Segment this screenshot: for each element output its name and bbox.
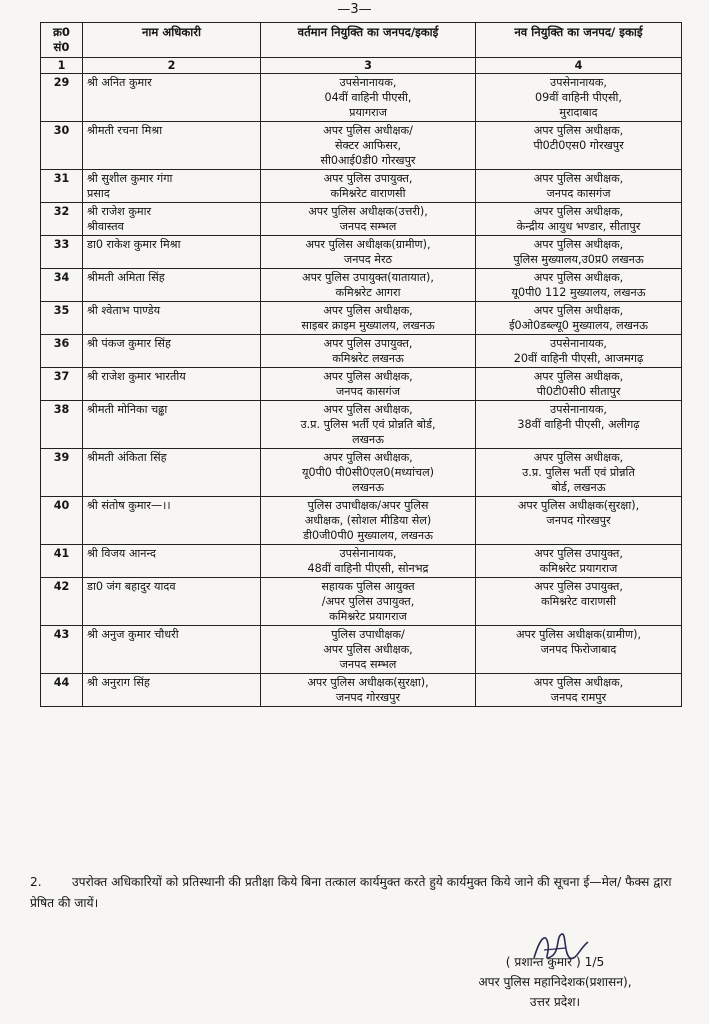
table-row xyxy=(41,368,682,401)
table-row xyxy=(41,122,682,170)
new-posting-cell: उपसेनानायक, 09वीं वाहिनी पीएसी, मुरादाबाद xyxy=(476,74,682,122)
officer-name-cell: श्री पंकज कुमार सिंह xyxy=(83,335,261,368)
column-index: 2 xyxy=(83,58,261,74)
handwritten-signature xyxy=(526,928,596,968)
serial-number-cell: 35 xyxy=(41,302,83,335)
table-body xyxy=(41,74,682,707)
serial-number-cell: 41 xyxy=(41,545,83,578)
current-posting-cell: पुलिस उपाधीक्षक/ अपर पुलिस अधीक्षक, जनपद सम्भल xyxy=(261,626,476,674)
officer-name-cell: श्री संतोष कुमार—।। xyxy=(83,497,261,545)
table-row xyxy=(41,626,682,674)
table-row xyxy=(41,545,682,578)
current-posting-cell: उपसेनानायक, 04वीं वाहिनी पीएसी, प्रयागराज xyxy=(261,74,476,122)
new-posting-cell: अपर पुलिस अधीक्षक, जनपद कासगंज xyxy=(476,170,682,203)
table-header-row xyxy=(41,23,682,58)
current-posting-cell: सहायक पुलिस आयुक्त /अपर पुलिस उपायुक्त, कमिश्नरेट प्रयागराज xyxy=(261,578,476,626)
serial-number-cell: 33 xyxy=(41,236,83,269)
new-posting-cell: अपर पुलिस उपायुक्त, कमिश्नरेट प्रयागराज xyxy=(476,545,682,578)
table-row xyxy=(41,674,682,707)
column-index: 4 xyxy=(476,58,682,74)
current-posting-cell: अपर पुलिस उपायुक्त, कमिश्नरेट वाराणसी xyxy=(261,170,476,203)
instruction-paragraph xyxy=(30,872,680,914)
current-posting-cell: उपसेनानायक, 48वीं वाहिनी पीएसी, सोनभद्र xyxy=(261,545,476,578)
officer-name-cell: श्री श्वेताभ पाण्डेय xyxy=(83,302,261,335)
serial-number-cell: 31 xyxy=(41,170,83,203)
new-posting-cell: उपसेनानायक, 20वीं वाहिनी पीएसी, आजमगढ़ xyxy=(476,335,682,368)
table-row xyxy=(41,302,682,335)
new-posting-cell: अपर पुलिस अधीक्षक, यू0पी0 112 मुख्यालय, लखनऊ xyxy=(476,269,682,302)
table-row xyxy=(41,497,682,545)
paragraph-number: 2. xyxy=(30,875,42,889)
serial-number-cell: 39 xyxy=(41,449,83,497)
table-row xyxy=(41,335,682,368)
current-posting-cell: अपर पुलिस उपायुक्त, कमिश्नरेट लखनऊ xyxy=(261,335,476,368)
officer-name-cell: श्री अनुराग सिंह xyxy=(83,674,261,707)
current-posting-cell: पुलिस उपाधीक्षक/अपर पुलिस अधीक्षक, (सोशल मीडिया सेल) डी0जी0पी0 मुख्यालय, लखनऊ xyxy=(261,497,476,545)
new-posting-cell: अपर पुलिस अधीक्षक, ई0ओ0डब्ल्यू0 मुख्यालय, लखनऊ xyxy=(476,302,682,335)
new-posting-cell: अपर पुलिस अधीक्षक, उ.प्र. पुलिस भर्ती एवं प्रोन्नति बोर्ड, लखनऊ xyxy=(476,449,682,497)
signatory-designation: अपर पुलिस महानिदेशक(प्रशासन), xyxy=(478,975,632,989)
table-row xyxy=(41,203,682,236)
officers-transfer-table xyxy=(40,22,682,707)
serial-number-cell: 44 xyxy=(41,674,83,707)
officer-name-cell: श्री अनित कुमार xyxy=(83,74,261,122)
current-posting-cell: अपर पुलिस उपायुक्त(यातायात), कमिश्नरेट आगरा xyxy=(261,269,476,302)
new-posting-cell: अपर पुलिस अधीक्षक(सुरक्षा), जनपद गोरखपुर xyxy=(476,497,682,545)
current-posting-cell: अपर पुलिस अधीक्षक(सुरक्षा), जनपद गोरखपुर xyxy=(261,674,476,707)
officer-name-cell: डा0 जंग बहादुर यादव xyxy=(83,578,261,626)
table-row xyxy=(41,401,682,449)
serial-number-cell: 29 xyxy=(41,74,83,122)
serial-number-cell: 32 xyxy=(41,203,83,236)
table-row xyxy=(41,236,682,269)
current-posting-cell: अपर पुलिस अधीक्षक, उ.प्र. पुलिस भर्ती एवं प्रोन्नति बोर्ड, लखनऊ xyxy=(261,401,476,449)
table-row xyxy=(41,269,682,302)
serial-number-cell: 36 xyxy=(41,335,83,368)
new-posting-cell: अपर पुलिस अधीक्षक, पी0टी0सी0 सीतापुर xyxy=(476,368,682,401)
table-row xyxy=(41,449,682,497)
officer-name-cell: श्री सुशील कुमार गंगा प्रसाद xyxy=(83,170,261,203)
new-posting-cell: अपर पुलिस अधीक्षक, केन्द्रीय आयुध भण्डार, सीतापुर xyxy=(476,203,682,236)
officer-name-cell: श्रीमती रचना मिश्रा xyxy=(83,122,261,170)
current-posting-cell: अपर पुलिस अधीक्षक(ग्रामीण), जनपद मेरठ xyxy=(261,236,476,269)
serial-number-cell: 43 xyxy=(41,626,83,674)
serial-number-cell: 37 xyxy=(41,368,83,401)
signatory-name: ( प्रशान्त कुमार ) xyxy=(505,955,581,969)
officer-name-cell: श्री विजय आनन्द xyxy=(83,545,261,578)
officer-name-cell: डा0 राकेश कुमार मिश्रा xyxy=(83,236,261,269)
serial-number-cell: 42 xyxy=(41,578,83,626)
paragraph-text: उपरोक्त अधिकारियों को प्रतिस्थानी की प्रतीक्षा किये बिना तत्काल कार्यमुक्त करते हुये कार्यमुक्त किये जाने की सूचना ई—मेल/ फैक्स द्वारा प्रेषित की जायें। xyxy=(30,875,672,910)
table-row xyxy=(41,74,682,122)
officer-name-cell: श्रीमती अमिता सिंह xyxy=(83,269,261,302)
column-index-row xyxy=(41,58,682,74)
new-posting-cell: अपर पुलिस अधीक्षक, पी0टी0एस0 गोरखपुर xyxy=(476,122,682,170)
header-serial-number: क्र0 सं0 xyxy=(41,23,83,58)
new-posting-cell: उपसेनानायक, 38वीं वाहिनी पीएसी, अलीगढ़ xyxy=(476,401,682,449)
officer-name-cell: श्री राजेश कुमार श्रीवास्तव xyxy=(83,203,261,236)
officer-name-cell: श्री राजेश कुमार भारतीय xyxy=(83,368,261,401)
current-posting-cell: अपर पुलिस अधीक्षक(उत्तरी), जनपद सम्भल xyxy=(261,203,476,236)
officer-name-cell: श्रीमती अंकिता सिंह xyxy=(83,449,261,497)
page-number: —3— xyxy=(337,2,372,17)
serial-number-cell: 34 xyxy=(41,269,83,302)
current-posting-cell: अपर पुलिस अधीक्षक/ सेक्टर आफिसर, सी0आई0डी0 गोरखपुर xyxy=(261,122,476,170)
new-posting-cell: अपर पुलिस अधीक्षक(ग्रामीण), जनपद फिरोजाबाद xyxy=(476,626,682,674)
header-new-posting: नव नियुक्ति का जनपद/ इकाई xyxy=(476,23,682,58)
new-posting-cell: अपर पुलिस अधीक्षक, पुलिस मुख्यालय,उ0प्र0 लखनऊ xyxy=(476,236,682,269)
header-officer-name: नाम अधिकारी xyxy=(83,23,261,58)
signature-date-mark: 1/5 xyxy=(584,955,605,969)
serial-number-cell: 40 xyxy=(41,497,83,545)
officer-name-cell: श्री अनुज कुमार चौधरी xyxy=(83,626,261,674)
current-posting-cell: अपर पुलिस अधीक्षक, यू0पी0 पी0सी0एल0(मध्यांचल) लखनऊ xyxy=(261,449,476,497)
signature-block xyxy=(420,952,690,1012)
serial-number-cell: 38 xyxy=(41,401,83,449)
officer-name-cell: श्रीमती मोनिका चढ्ढा xyxy=(83,401,261,449)
current-posting-cell: अपर पुलिस अधीक्षक, जनपद कासगंज xyxy=(261,368,476,401)
column-index: 3 xyxy=(261,58,476,74)
signatory-state: उत्तर प्रदेश। xyxy=(529,995,581,1009)
header-current-posting: वर्तमान नियुक्ति का जनपद/इकाई xyxy=(261,23,476,58)
new-posting-cell: अपर पुलिस अधीक्षक, जनपद रामपुर xyxy=(476,674,682,707)
current-posting-cell: अपर पुलिस अधीक्षक, साइबर क्राइम मुख्यालय, लखनऊ xyxy=(261,302,476,335)
serial-number-cell: 30 xyxy=(41,122,83,170)
new-posting-cell: अपर पुलिस उपायुक्त, कमिश्नरेट वाराणसी xyxy=(476,578,682,626)
table-row xyxy=(41,578,682,626)
column-index: 1 xyxy=(41,58,83,74)
table-row xyxy=(41,170,682,203)
